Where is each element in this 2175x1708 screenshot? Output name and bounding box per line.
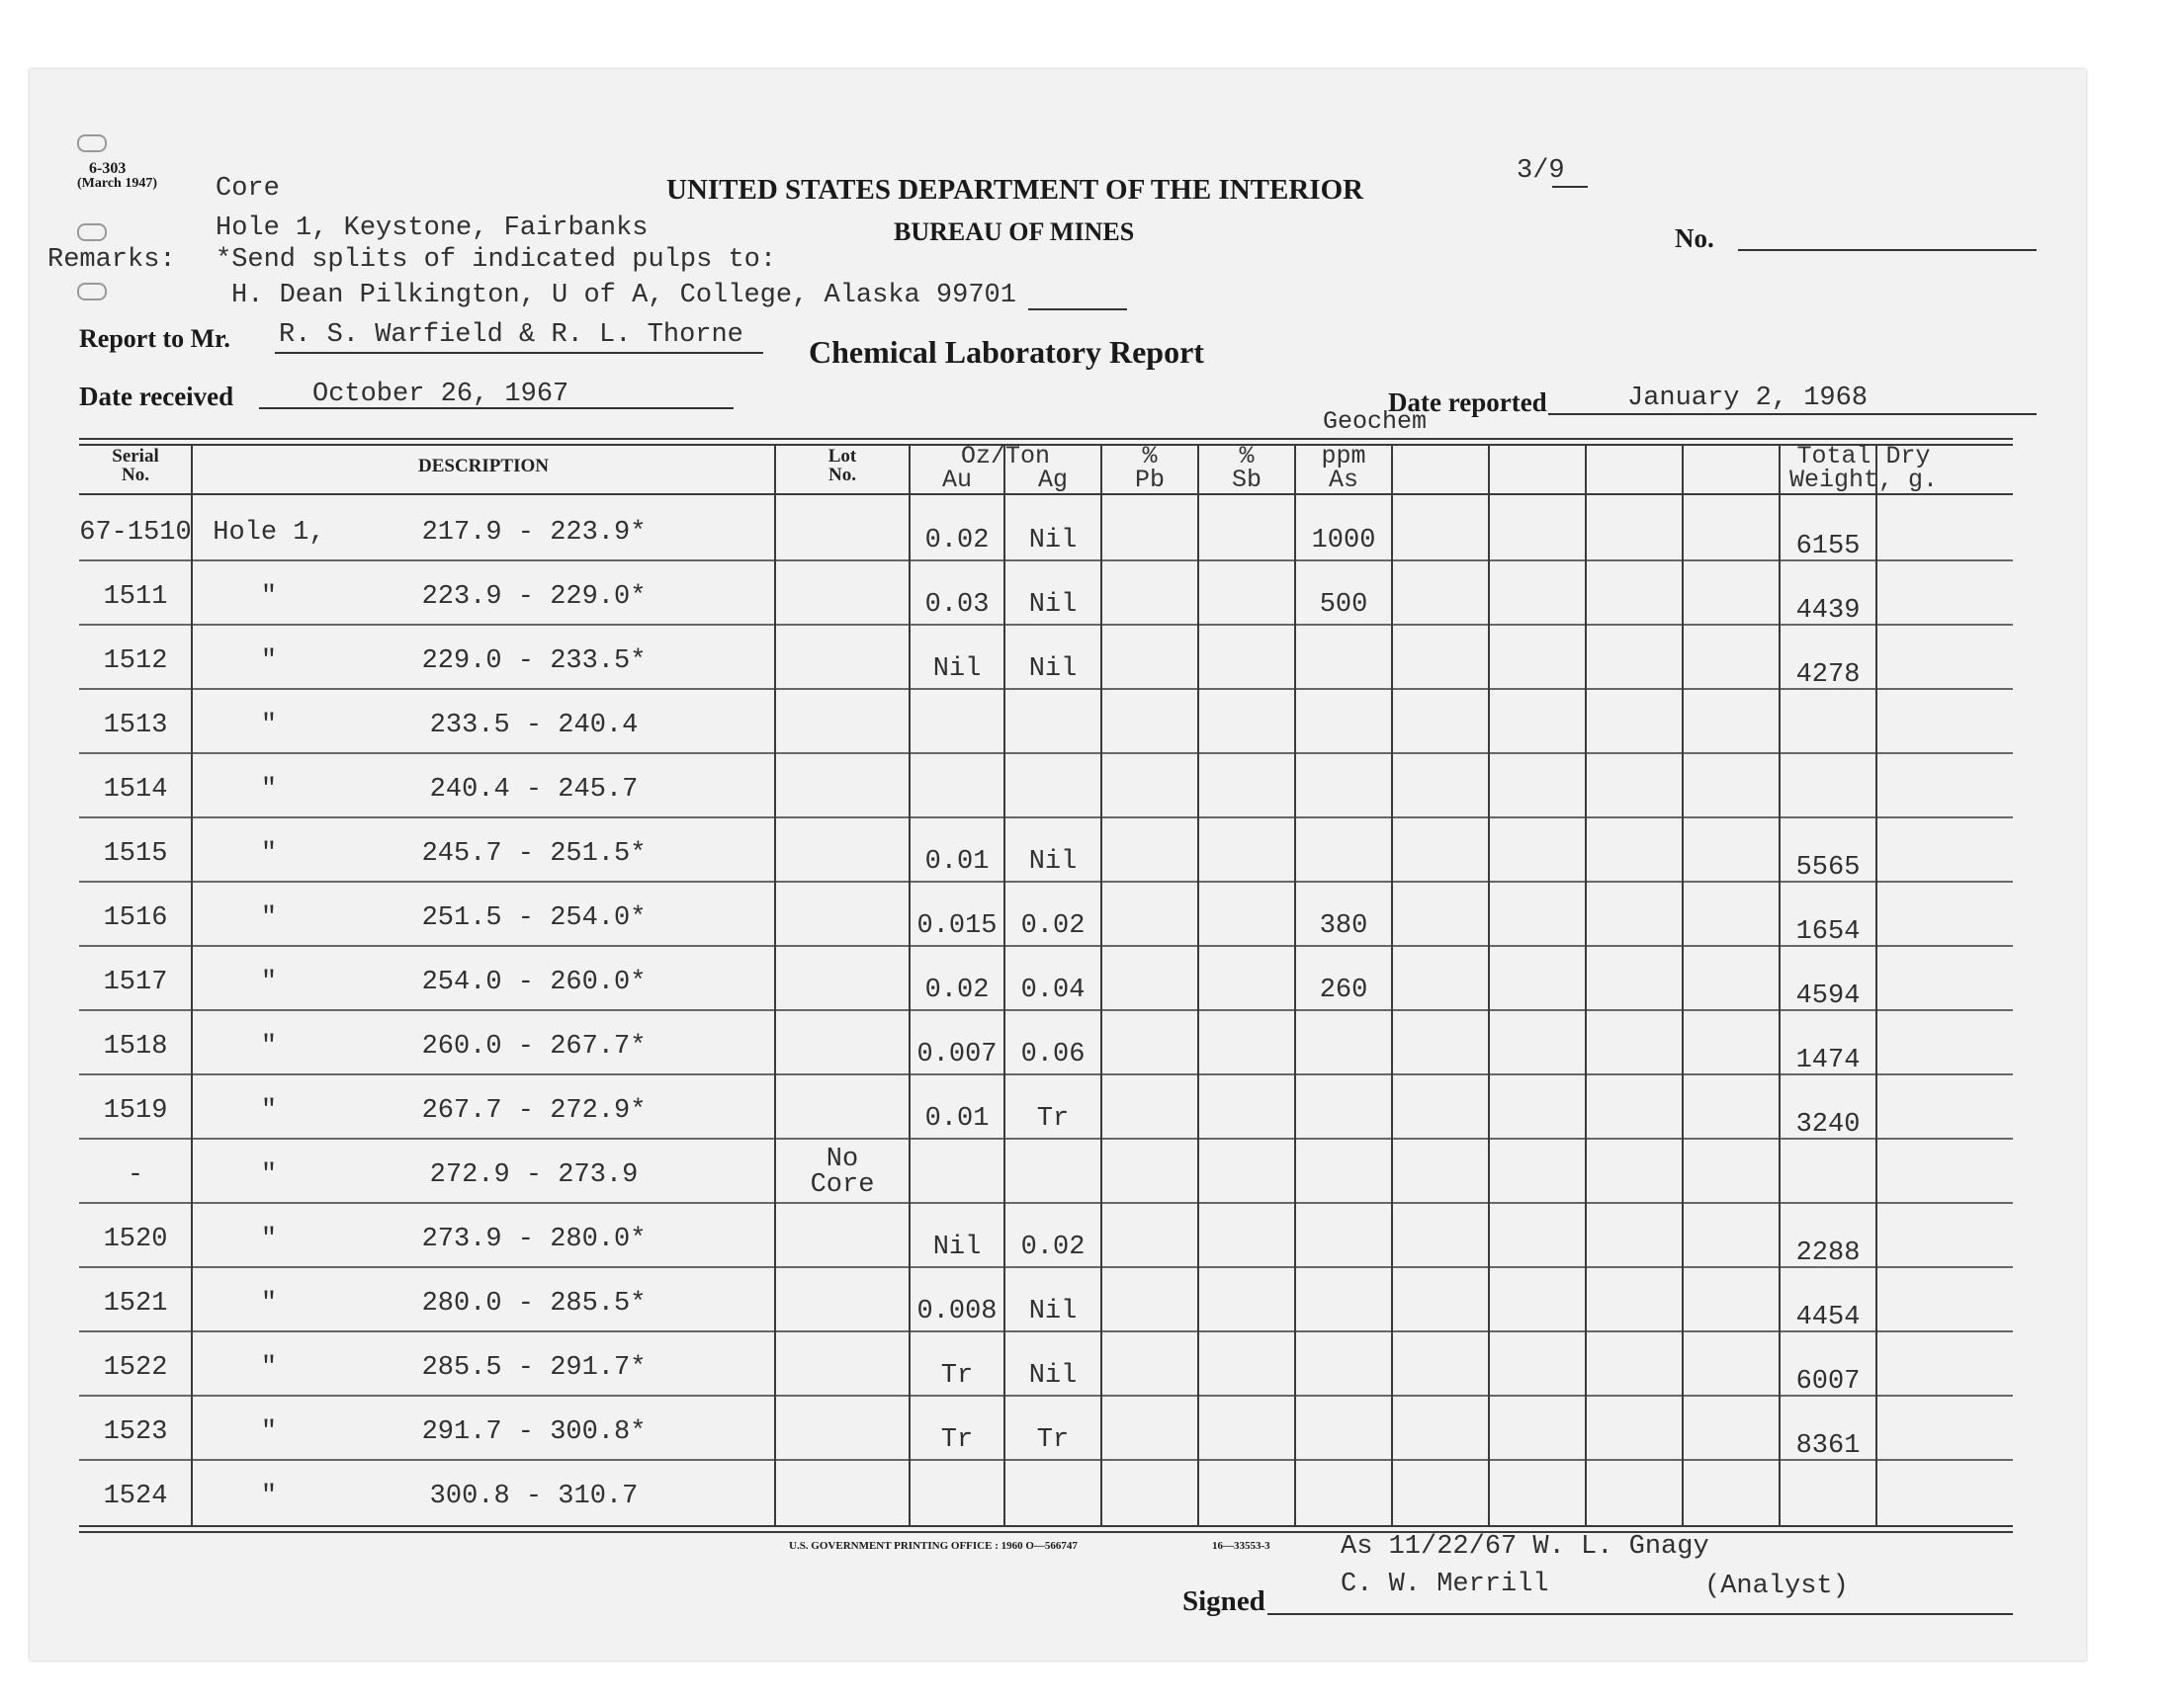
as-value-cell: 380 bbox=[1319, 911, 1368, 941]
hole-cell: " bbox=[260, 1417, 278, 1447]
dry-weight-cell: 3240 bbox=[1795, 1110, 1861, 1140]
ag-value-cell: 0.04 bbox=[1020, 976, 1086, 1005]
dry-weight-cell: 8361 bbox=[1795, 1431, 1861, 1461]
serial-no-cell: 1521 bbox=[103, 1289, 168, 1319]
serial-no-cell: 67-1510 bbox=[79, 518, 192, 548]
lot-no-cell: No Core bbox=[810, 1145, 875, 1200]
header-description: DESCRIPTION bbox=[418, 456, 549, 476]
dry-weight-cell: 4454 bbox=[1795, 1303, 1861, 1332]
department-title: UNITED STATES DEPARTMENT OF THE INTERIOR bbox=[666, 174, 1364, 206]
interval-cell: 280.0 - 285.5* bbox=[421, 1289, 647, 1319]
ag-value-cell: 0.02 bbox=[1020, 1233, 1086, 1262]
date-received-value: October 26, 1967 bbox=[312, 380, 569, 409]
printing-office-note: U.S. GOVERNMENT PRINTING OFFICE : 1960 O—566747 bbox=[789, 1540, 1078, 1552]
dry-weight-cell: 6155 bbox=[1795, 532, 1861, 561]
au-value-cell: Nil bbox=[932, 654, 982, 684]
interval-cell: 267.7 - 272.9* bbox=[421, 1096, 647, 1126]
interval-cell: 285.5 - 291.7* bbox=[421, 1353, 647, 1383]
interval-cell: 273.9 - 280.0* bbox=[421, 1225, 647, 1254]
ag-value-cell: Nil bbox=[1028, 1297, 1078, 1326]
au-value-cell: Tr bbox=[940, 1425, 974, 1455]
hole-cell: Hole 1, bbox=[213, 518, 325, 548]
date-reported-value: January 2, 1968 bbox=[1627, 384, 1869, 413]
interval-cell: 254.0 - 260.0* bbox=[421, 968, 647, 997]
interval-cell: 251.5 - 254.0* bbox=[421, 903, 647, 933]
ag-value-cell: Tr bbox=[1036, 1104, 1070, 1134]
dry-weight-cell: 4278 bbox=[1795, 660, 1861, 690]
hole-cell: " bbox=[260, 1160, 278, 1190]
remarks-line-4: H. Dean Pilkington, U of A, College, Alaska 99701 bbox=[231, 281, 1016, 310]
serial-no-cell: 1517 bbox=[103, 968, 168, 997]
serial-no-cell: 1512 bbox=[103, 646, 168, 676]
remarks-line-2: Hole 1, Keystone, Fairbanks bbox=[216, 214, 649, 243]
ag-value-cell: 0.02 bbox=[1020, 911, 1086, 941]
hole-cell: " bbox=[260, 839, 278, 869]
serial-no-cell: - bbox=[127, 1160, 144, 1190]
dry-weight-cell: 5565 bbox=[1795, 853, 1861, 883]
no-label: No. bbox=[1675, 223, 1714, 253]
page-fraction: 3/9 bbox=[1517, 156, 1565, 186]
remarks-line-1: Core bbox=[216, 174, 280, 204]
serial-no-cell: 1520 bbox=[103, 1225, 168, 1254]
au-value-cell: Nil bbox=[932, 1233, 982, 1262]
form-code: 16—33553-3 bbox=[1212, 1540, 1270, 1552]
signer-name: C. W. Merrill bbox=[1341, 1570, 1549, 1599]
ag-value-cell: Nil bbox=[1028, 1361, 1078, 1391]
dry-weight-cell: 1474 bbox=[1795, 1046, 1861, 1075]
interval-cell: 272.9 - 273.9 bbox=[429, 1160, 639, 1190]
ag-value-cell: Nil bbox=[1028, 847, 1078, 877]
geochem-note: Geochem bbox=[1323, 407, 1428, 436]
as-analysis-note: As 11/22/67 W. L. Gnagy bbox=[1341, 1532, 1709, 1562]
hole-cell: " bbox=[260, 1482, 278, 1511]
serial-no-cell: 1519 bbox=[103, 1096, 168, 1126]
ag-value-cell: Tr bbox=[1036, 1425, 1070, 1455]
hole-cell: " bbox=[260, 1289, 278, 1319]
report-to-label: Report to Mr. bbox=[79, 324, 230, 353]
as-value-cell: 260 bbox=[1319, 976, 1368, 1005]
form-number: 6-303 bbox=[89, 160, 127, 177]
as-value-cell: 500 bbox=[1319, 590, 1368, 620]
serial-no-cell: 1515 bbox=[103, 839, 168, 869]
au-value-cell: 0.007 bbox=[916, 1040, 998, 1069]
ag-value-cell: 0.06 bbox=[1020, 1040, 1086, 1069]
hole-cell: " bbox=[260, 582, 278, 612]
interval-cell: 233.5 - 240.4 bbox=[429, 711, 639, 740]
date-reported-label: Date reported bbox=[1388, 387, 1547, 417]
header-oz-ton: Oz/Ton bbox=[960, 442, 1050, 470]
hole-cell: " bbox=[260, 1032, 278, 1062]
serial-no-cell: 1511 bbox=[103, 582, 168, 612]
ag-value-cell: Nil bbox=[1028, 654, 1078, 684]
serial-no-cell: 1516 bbox=[103, 903, 168, 933]
ag-value-cell: Nil bbox=[1028, 526, 1078, 555]
hole-cell: " bbox=[260, 968, 278, 997]
serial-no-cell: 1513 bbox=[103, 711, 168, 740]
signed-label: Signed bbox=[1182, 1585, 1265, 1617]
serial-no-cell: 1514 bbox=[103, 775, 168, 805]
au-value-cell: 0.008 bbox=[916, 1297, 998, 1326]
serial-no-cell: 1518 bbox=[103, 1032, 168, 1062]
remarks-label: Remarks: bbox=[47, 245, 176, 275]
header-as: As bbox=[1328, 466, 1358, 494]
dry-weight-cell: 6007 bbox=[1795, 1367, 1861, 1397]
header-lot: Lot No. bbox=[827, 446, 857, 485]
ag-value-cell: Nil bbox=[1028, 590, 1078, 620]
au-value-cell: 0.015 bbox=[916, 911, 998, 941]
dry-weight-cell: 4439 bbox=[1795, 596, 1861, 626]
au-value-cell: 0.01 bbox=[924, 1104, 990, 1134]
as-value-cell: 1000 bbox=[1311, 526, 1376, 555]
serial-no-cell: 1523 bbox=[103, 1417, 168, 1447]
dry-weight-cell: 1654 bbox=[1795, 917, 1861, 947]
interval-cell: 260.0 - 267.7* bbox=[421, 1032, 647, 1062]
report-title: Chemical Laboratory Report bbox=[809, 334, 1204, 370]
header-sb: % Sb bbox=[1231, 442, 1262, 494]
signature-line bbox=[1267, 1613, 2013, 1615]
interval-cell: 300.8 - 310.7 bbox=[429, 1482, 639, 1511]
dry-weight-cell: 2288 bbox=[1795, 1238, 1861, 1268]
form-edition: (March 1947) bbox=[77, 176, 157, 191]
date-received-label: Date received bbox=[79, 382, 234, 411]
hole-cell: " bbox=[260, 646, 278, 676]
au-value-cell: 0.02 bbox=[924, 526, 990, 555]
hole-cell: " bbox=[260, 775, 278, 805]
interval-cell: 240.4 - 245.7 bbox=[429, 775, 639, 805]
bureau-title: BUREAU OF MINES bbox=[894, 217, 1135, 246]
analyst-label: (Analyst) bbox=[1704, 1572, 1849, 1601]
interval-cell: 229.0 - 233.5* bbox=[421, 646, 647, 676]
header-serial: Serial No. bbox=[112, 446, 159, 485]
au-value-cell: Tr bbox=[940, 1361, 974, 1391]
report-to-value: R. S. Warfield & R. L. Thorne bbox=[279, 320, 743, 350]
hole-cell: " bbox=[260, 1225, 278, 1254]
au-value-cell: 0.01 bbox=[924, 847, 990, 877]
interval-cell: 291.7 - 300.8* bbox=[421, 1417, 647, 1447]
header-as-unit: ppm bbox=[1321, 442, 1366, 470]
interval-cell: 223.9 - 229.0* bbox=[421, 582, 647, 612]
header-ag: Ag bbox=[1037, 466, 1068, 494]
serial-no-cell: 1522 bbox=[103, 1353, 168, 1383]
hole-cell: " bbox=[260, 1353, 278, 1383]
interval-cell: 217.9 - 223.9* bbox=[421, 518, 647, 548]
report-sheet bbox=[30, 69, 2086, 1661]
au-value-cell: 0.03 bbox=[924, 590, 990, 620]
hole-cell: " bbox=[260, 903, 278, 933]
remarks-line-3: *Send splits of indicated pulps to: bbox=[216, 245, 777, 275]
au-value-cell: 0.02 bbox=[924, 976, 990, 1005]
header-pb: % Pb bbox=[1134, 442, 1165, 494]
interval-cell: 245.7 - 251.5* bbox=[421, 839, 647, 869]
dry-weight-cell: 4594 bbox=[1795, 982, 1861, 1011]
header-weight: Total Dry Weight, g. bbox=[1788, 442, 1939, 494]
serial-no-cell: 1524 bbox=[103, 1482, 168, 1511]
header-au: Au bbox=[941, 466, 972, 494]
hole-cell: " bbox=[260, 1096, 278, 1126]
hole-cell: " bbox=[260, 711, 278, 740]
